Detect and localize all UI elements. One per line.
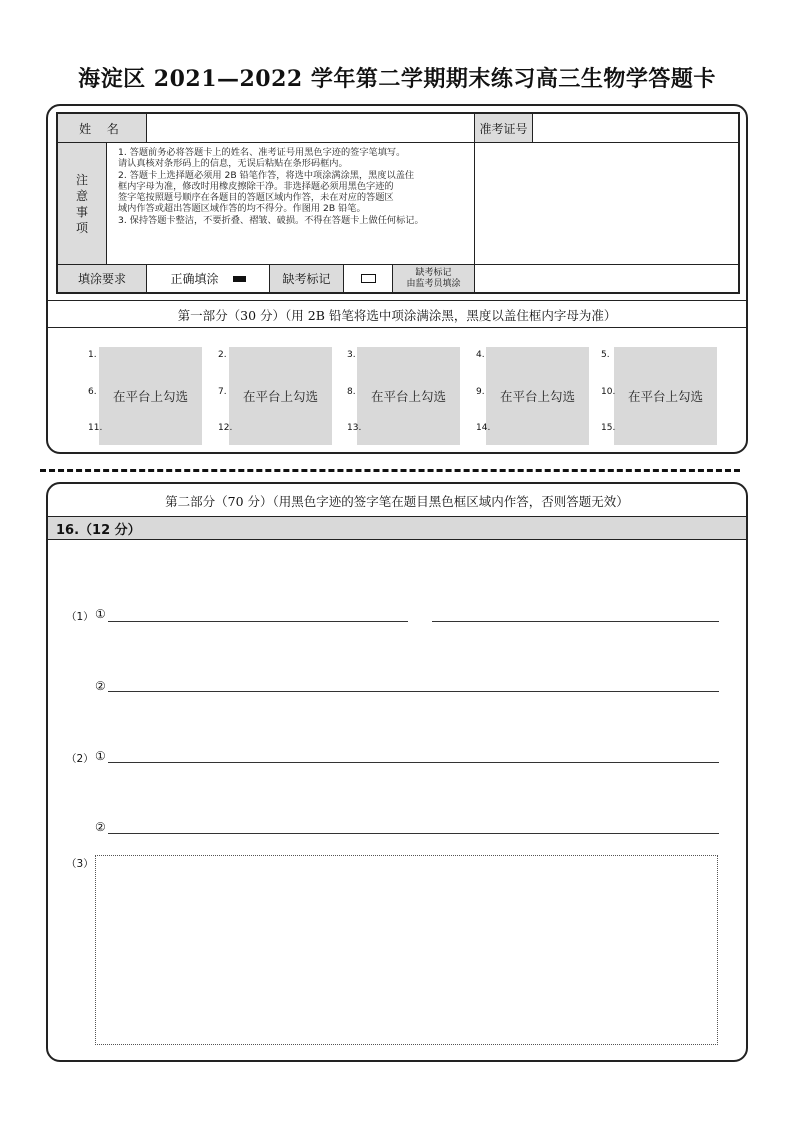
empty-mark-icon: [361, 274, 376, 283]
question-number: 7.: [218, 387, 227, 397]
notes-label-char: 意: [75, 188, 88, 203]
question-number: 15.: [601, 423, 616, 433]
question-number: 13.: [347, 423, 362, 433]
question-number: 4.: [476, 350, 485, 360]
question-number: 10.: [601, 387, 616, 397]
part2-title: 第二部分（70 分）（用黑色字迹的签字笔在题目黑色框区域内作答，否则答题无效）: [165, 494, 629, 509]
note-line: 请认真核对条形码上的信息，无误后粘贴在条形码框内。: [118, 158, 348, 170]
choice-block[interactable]: [357, 347, 460, 445]
exam-id-label: 准考证号: [475, 114, 532, 142]
question-number: 3.: [347, 350, 356, 360]
sub-question-3-label: （3）: [66, 858, 94, 870]
question-number: 6.: [88, 387, 97, 397]
name-label: 姓 名: [58, 114, 146, 142]
answer-line-1-1b[interactable]: [432, 621, 719, 622]
sub-question-1-label: （1）: [66, 611, 94, 623]
choice-block-text: 在平台上勾选: [499, 389, 575, 404]
part1-title: 第一部分（30 分）（用 2B 铅笔将选中项涂满涂黑，黑度以盖住框内字母为准）: [177, 308, 617, 323]
cut-line: [40, 469, 740, 472]
notes-label-char: 事: [75, 204, 88, 219]
question-16-header: 16.（12 分）: [48, 516, 746, 540]
notes-label-char: 项: [75, 220, 88, 235]
note-line: 2. 答题卡上选择题必须用 2B 铅笔作答，将选中项涂满涂黑，黑度以盖住: [118, 169, 415, 181]
answer-line-2-2[interactable]: [108, 833, 719, 834]
question-number: 8.: [347, 387, 356, 397]
answer-box-3[interactable]: [95, 855, 718, 1045]
note-line: 签字笔按照题号顺序在各题目的答题区域内作答，未在对应的答题区: [118, 192, 394, 204]
question-number: 14.: [476, 423, 491, 433]
page-title: 海淀区 2021—2022 学年第二学期期末练习高三生物学答题卡: [78, 66, 716, 92]
correct-fill-label: 正确填涂: [170, 272, 219, 286]
filled-mark-icon: [233, 276, 246, 282]
col-divider: [106, 143, 107, 264]
notes-text: [118, 147, 473, 226]
info-table: [56, 112, 740, 294]
note-line: 1. 答题前务必将答题卡上的姓名、准考证号用黑色字迹的签字笔填写。: [118, 147, 406, 158]
absent-note: [393, 265, 474, 292]
answer-line-1-1a[interactable]: [108, 621, 408, 622]
choice-block-text: 在平台上勾选: [112, 389, 188, 404]
choice-block-text: 在平台上勾选: [627, 389, 703, 404]
notes-label: [58, 143, 106, 264]
choice-block[interactable]: [486, 347, 589, 445]
barcode-area: [475, 143, 738, 292]
blank-2-1-marker: ①: [95, 749, 106, 763]
exam-id-field[interactable]: [533, 114, 738, 142]
absent-mark-label: 缺考标记: [270, 265, 343, 292]
note-line: 域内作答或超出答题区域作答的均不得分。作图用 2B 铅笔。: [118, 203, 366, 215]
absent-note-line: 由监考员填涂: [406, 278, 461, 289]
blank-2-2-marker: ②: [95, 820, 106, 834]
question-number: 1.: [88, 350, 97, 360]
blank-1-1-marker: ①: [95, 607, 106, 621]
answer-line-1-2[interactable]: [108, 691, 719, 692]
question-number: 5.: [601, 350, 610, 360]
sub-question-2-label: （2）: [66, 753, 94, 765]
absent-mark-box[interactable]: [344, 265, 392, 292]
question-number: 12.: [218, 423, 233, 433]
absent-note-line: 缺考标记: [415, 267, 452, 278]
choice-block[interactable]: [614, 347, 717, 445]
choice-block[interactable]: [99, 347, 202, 445]
question-number: 2.: [218, 350, 227, 360]
correct-fill-example: [147, 265, 269, 292]
question-number: 11.: [88, 423, 103, 433]
note-line: 3. 保持答题卡整洁，不要折叠、褶皱、破损。不得在答题卡上做任何标记。: [118, 214, 424, 226]
choice-block-text: 在平台上勾选: [370, 389, 446, 404]
choice-block-text: 在平台上勾选: [242, 389, 318, 404]
notes-label-char: 注: [75, 172, 88, 187]
blank-1-2-marker: ②: [95, 679, 106, 693]
answer-line-2-1[interactable]: [108, 762, 719, 763]
fill-requirement-label: 填涂要求: [58, 265, 146, 292]
choice-block[interactable]: [229, 347, 332, 445]
note-line: 框内字母为准，修改时用橡皮擦除干净。非选择题必须用黑色字迹的: [118, 180, 394, 192]
question-number: 9.: [476, 387, 485, 397]
name-field[interactable]: [147, 114, 474, 142]
